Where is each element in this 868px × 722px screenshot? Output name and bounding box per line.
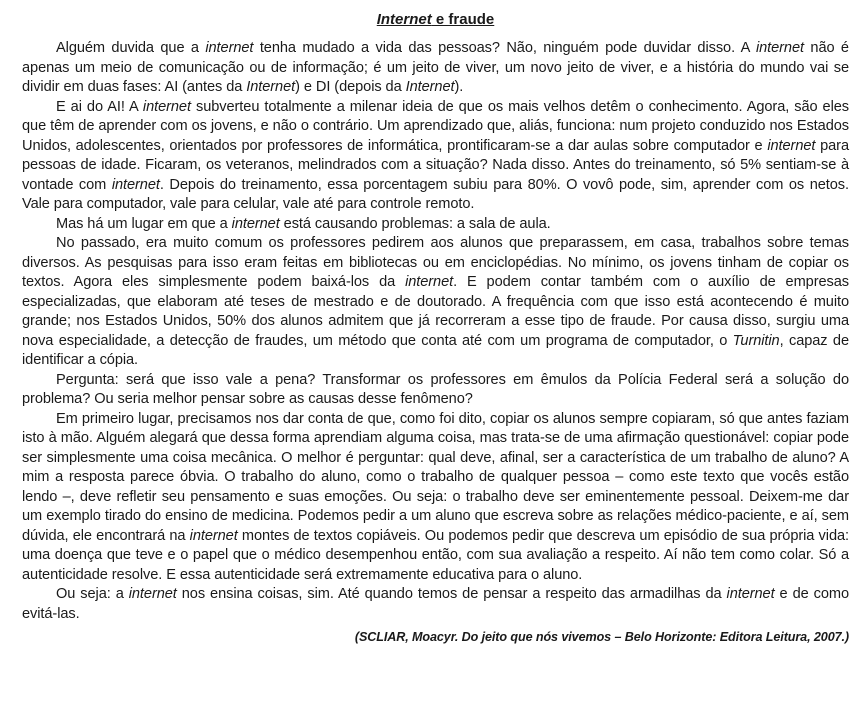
italic-run: Internet (246, 79, 296, 95)
paragraph-2 (22, 98, 849, 215)
text-run: Em primeiro lugar, precisamos nos dar conta de que, como foi dito, copiar os alunos sempre copiaram, só que antes faziam isto à mão. Alguém alegará que dessa forma aprendiam alguma coisa, mas trata-se de uma afirmação questionável: copiar pode ser simplesmente uma coisa mecânica. O melhor é perguntar: qual deve, afinal, ser a característica de um trabalho de aluno? A mim a resposta parece óbvia. O trabalho do aluno, como o trabalho de qualquer pessoa – como este texto que vocês estão lendo –, deve refletir seu pensamento e suas emoções. Ou seja: o trabalho deve ser eminentemente pessoal. Deixem-me dar um exemplo tirado do ensino de medicina. Podemos pedir a um aluno que escreva sobre as relações médico-paciente, e aí, sem dúvida, ele encontrará na (22, 410, 849, 544)
text-run: Ou seja: a (56, 586, 129, 602)
text-run: No passado, era muito comum os professores pedirem aos alunos que preparassem, em casa, trabalhos sobre temas diversos. As pesquisas para isso eram feitas em bibliotecas ou em enciclopédias. No mínimo, os jovens tinham de copiar os textos. Agora eles simplesmente podem baixá-los da (22, 235, 849, 290)
text-run: E ai do AI! A (56, 98, 143, 115)
italic-run: internet (767, 137, 816, 154)
italic-run: internet (405, 274, 454, 290)
title-italic-word: Internet (376, 11, 432, 28)
paragraph-5 (22, 371, 849, 410)
text-run: Alguém duvida que a (56, 40, 206, 56)
text-run: para pessoas de idade. Ficaram, os veteranos, melindrados com a situação? Nada disso. Antes do treinamento, só 5% sentiam-se à vontade com (22, 137, 849, 193)
italic-run: internet (189, 527, 238, 544)
paragraph-7 (22, 585, 849, 624)
text-run: Pergunta: será que isso vale a pena? Transformar os professores em êmulos da Polícia Federal será a solução do problema? Ou seria melhor pensar sobre as causas desse fenômeno? (22, 371, 849, 407)
title-rest: e fraude (431, 11, 495, 28)
text-run: está causando problemas: a sala de aula. (279, 215, 551, 232)
paragraph-4 (22, 234, 849, 371)
text-run: . Depois do treinamento, essa porcentagem subiu para 80%. O vovô pode, sim, aprender com os netos. Vale para computador, vale para celular, vale até para controle remoto. (22, 176, 849, 212)
italic-run: Internet (405, 79, 455, 95)
document-title (22, 10, 849, 30)
paragraph-3 (22, 215, 849, 235)
paragraph-6 (22, 410, 849, 586)
italic-run: internet (231, 215, 280, 232)
italic-run: internet (111, 176, 160, 193)
text-run: . E podem contar também com o auxílio de empresas especializadas, que elaboram até teses de mestrado e de doutorado. A frequência com que isso está acontecendo é muito grande; nos Estados Unidos, 50% dos alunos admitem que já recorreram a esse tipo de fraude. Por causa disso, surgiu uma nova especialidade, a detecção de fraudes, um método que conta até com um programa de computador, o (22, 274, 849, 349)
text-run: Mas há um lugar em que a (56, 215, 232, 232)
italic-run: internet (142, 98, 191, 115)
italic-run: internet (128, 586, 177, 602)
text-run: montes de textos copiáveis. Ou podemos pedir que descreva um episódio de sua própria vida: uma doença que teve e o papel que o médico desempenhou então, com sua avaliação a respeito. Aí não tem como colar. Só a autenticidade resolve. E essa autenticidade será extremamente educativa para o aluno. (22, 527, 849, 583)
italic-run: internet (726, 586, 775, 602)
italic-run: internet (755, 40, 804, 56)
italic-run: Turnitin (732, 332, 780, 349)
text-run: subverteu totalmente a milenar ideia de que os mais velhos detêm o conhecimento. Agora, são eles que têm de aprender com os jovens, e não o contrário. Um aprendizado que, aliás, funciona: num projeto conduzido nos Estados Unidos, adolescentes, orientados por professores de informática, prontificaram-se a dar aulas sobre computador e (22, 98, 850, 154)
text-run: nos ensina coisas, sim. Até quando temos de pensar a respeito das armadilhas da (176, 586, 727, 602)
text-run: não é apenas um meio de comunicação ou de informação; é um jeito de viver, um novo jeito de viver, e a história do mundo vai se dividir em duas fases: AI (antes da (22, 40, 849, 95)
italic-run: internet (205, 40, 254, 56)
text-run: , capaz de identificar a cópia. (22, 332, 849, 368)
text-run: tenha mudado a vida das pessoas? Não, ninguém pode duvidar disso. A (253, 40, 756, 56)
text-run: ). (454, 79, 464, 95)
source-citation: (SCLIAR, Moacyr. Do jeito que nós vivemos – Belo Horizonte: Editora Leitura, 2007.) (354, 630, 849, 644)
paragraph-1 (22, 39, 849, 98)
text-run: e de como evitá-las. (22, 586, 850, 622)
text-run: ) e DI (depois da (295, 79, 406, 95)
